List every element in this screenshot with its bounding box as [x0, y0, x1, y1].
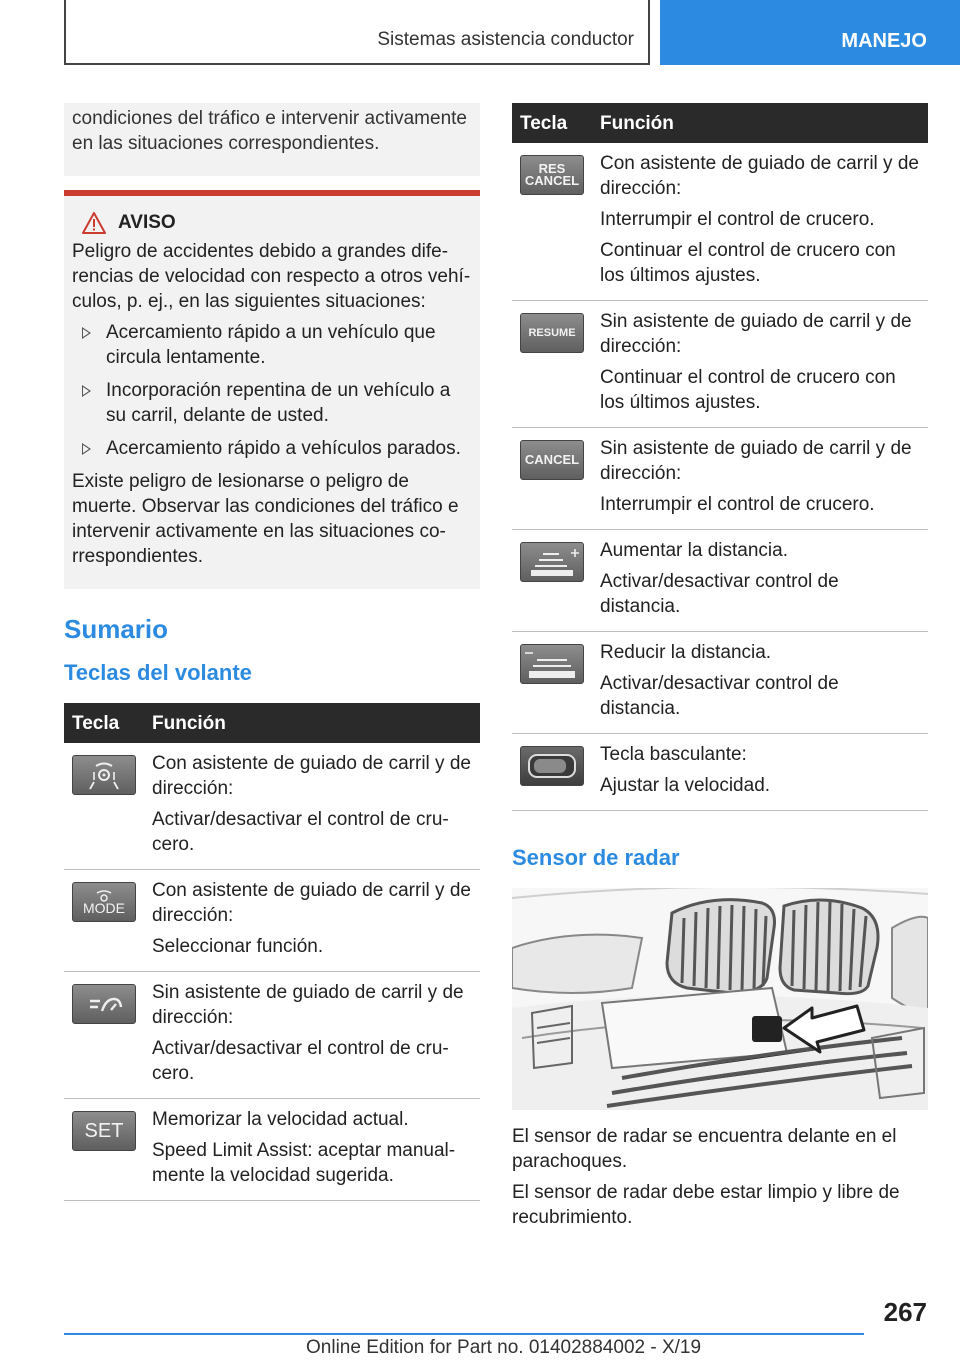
function-text: Con asistente de guiado de carril y de dirección:: [152, 880, 471, 926]
function-text: Activar/desactivar control de distancia.: [600, 571, 839, 617]
function-text: Activar/desactivar el control de crucero.: [152, 1038, 449, 1084]
steering-assist-icon: [72, 755, 136, 795]
rocker-switch-icon: [520, 746, 584, 786]
warning-closing: Existe peligro de lesionarse o peligro de muerte. Observar las condiciones del tráfico e intervenir activamente en las situaciones correspondientes.: [72, 471, 459, 567]
warning-box: [64, 190, 480, 589]
function-text: Aumentar la distancia.: [600, 540, 788, 561]
table-row: [512, 632, 928, 734]
bullet-triangle-icon: [82, 327, 91, 339]
table-row: [512, 143, 928, 301]
res-cancel-button-icon: RES CANCEL: [520, 155, 584, 195]
function-text: Seleccionar función.: [152, 936, 324, 957]
table-row: [64, 972, 480, 1099]
edition-note: Online Edition for Part no. 01402884002 - X/19: [306, 1337, 702, 1358]
chapter-title: MANEJO: [841, 30, 927, 52]
subsection-heading: Teclas del volante: [64, 660, 252, 685]
function-text: Speed Limit Assist: aceptar manualmente la velocidad sugerida.: [152, 1140, 456, 1186]
list-item: Acercamiento rápido a un vehículo que circula lentamente.: [72, 320, 472, 370]
resume-button-icon: RESUME: [520, 313, 584, 353]
table-row: [512, 530, 928, 632]
intro-text: condiciones del tráfico e intervenir activamente en las situaciones correspondientes.: [72, 108, 467, 154]
mode-button-icon: MODE: [72, 882, 136, 922]
page-number: 267: [883, 1297, 927, 1327]
distance-decrease-icon: [520, 644, 584, 684]
table-row: [512, 301, 928, 428]
cruise-control-icon: [72, 984, 136, 1024]
function-text: Sin asistente de guiado de carril y de dirección:: [600, 311, 912, 357]
function-text: Continuar el control de crucero con los últimos ajustes.: [600, 240, 896, 286]
cancel-button-icon: CANCEL: [520, 440, 584, 480]
warning-title: [72, 210, 472, 235]
intro-box: [64, 103, 480, 176]
column-header-key: Tecla: [512, 103, 592, 143]
section-header: [64, 0, 650, 65]
radar-paragraph: El sensor de radar debe estar limpio y libre de recubrimiento.: [512, 1182, 900, 1228]
steering-keys-table: [64, 703, 480, 1201]
function-text: Con asistente de guiado de carril y de dirección:: [600, 153, 919, 199]
function-text: Activar/desactivar control de distancia.: [600, 673, 839, 719]
function-text: Interrumpir el control de crucero.: [600, 494, 875, 515]
column-header-function: Función: [592, 103, 928, 143]
distance-increase-icon: [520, 542, 584, 582]
warning-text: Peligro de accidentes debido a grandes diferencias de velocidad con respecto a otros vehículos, p. ej., en las siguientes situaciones:: [72, 241, 471, 312]
section-heading: Sumario: [64, 614, 169, 644]
warning-list: [72, 320, 472, 461]
right-column: [512, 103, 928, 1230]
chapter-tab: [660, 0, 960, 65]
column-header-function: Función: [144, 703, 480, 743]
table-row: [512, 734, 928, 811]
warning-triangle-icon: [82, 212, 106, 234]
list-item: Acercamiento rápido a vehículos parados.: [72, 436, 472, 461]
function-text: Sin asistente de guiado de carril y de dirección:: [600, 438, 912, 484]
cruise-keys-table: [512, 103, 928, 811]
function-text: Memorizar la velocidad actual.: [152, 1109, 409, 1130]
left-column: [64, 103, 480, 1201]
function-text: Continuar el control de crucero con los últimos ajustes.: [600, 367, 896, 413]
radar-heading: Sensor de radar: [512, 845, 680, 870]
function-text: Interrumpir el control de crucero.: [600, 209, 875, 230]
table-row: [512, 428, 928, 530]
bullet-triangle-icon: [82, 385, 91, 397]
footer-divider: [64, 1333, 864, 1335]
radar-paragraph: El sensor de radar se encuentra delante en el parachoques.: [512, 1126, 897, 1172]
table-row: [64, 743, 480, 870]
table-row: [64, 1099, 480, 1201]
function-text: Activar/desactivar el control de crucero.: [152, 809, 449, 855]
function-text: Tecla basculante:: [600, 744, 747, 765]
function-text: Ajustar la velocidad.: [600, 775, 771, 796]
warning-title-text: AVISO: [118, 212, 176, 233]
function-text: Con asistente de guiado de carril y de dirección:: [152, 753, 471, 799]
bullet-triangle-icon: [82, 443, 91, 455]
list-item: Incorporación repentina de un vehículo a su carril, delante de usted.: [72, 378, 472, 428]
function-text: Reducir la distancia.: [600, 642, 772, 663]
section-title: Sistemas asistencia conductor: [377, 29, 634, 50]
set-button-icon: SET: [72, 1111, 136, 1151]
function-text: Sin asistente de guiado de carril y de dirección:: [152, 982, 464, 1028]
column-header-key: Tecla: [64, 703, 144, 743]
table-row: [64, 870, 480, 972]
radar-sensor-image: [512, 888, 928, 1110]
